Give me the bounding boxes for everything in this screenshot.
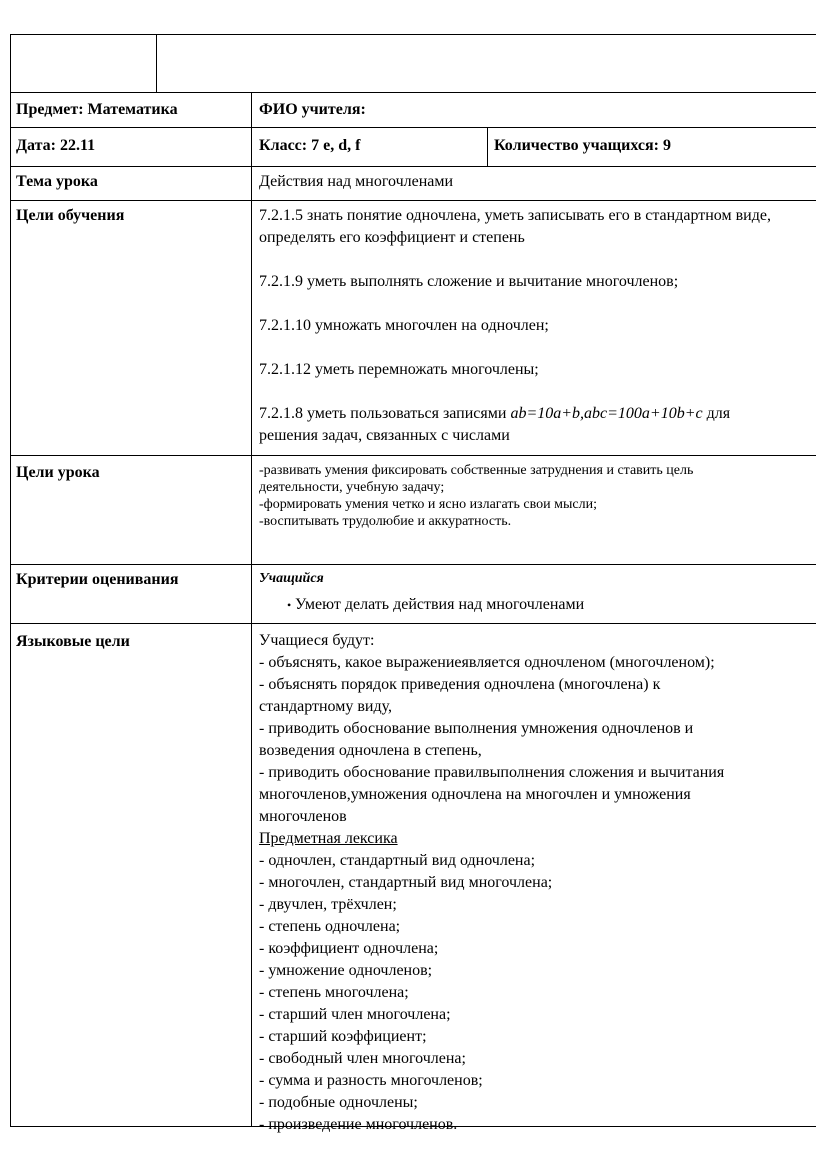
language-goal-line: - объяснять, какое выражениеявляется одночленом (многочленом); — [259, 654, 715, 671]
grid-line — [487, 127, 488, 166]
vocab-item: - произведение многочленов. — [259, 1116, 458, 1133]
lesson-goal-line: -формировать умения четко и ясно излагать свои мысли; — [259, 497, 597, 512]
subject-label: Предмет: Математика — [16, 101, 178, 118]
grid-line — [10, 34, 11, 1127]
grid-line — [10, 200, 816, 201]
vocab-item: - степень одночлена; — [259, 918, 401, 935]
language-goal-line: - приводить обоснование выполнения умножения одночленов и — [259, 720, 694, 737]
vocab-item: - степень многочлена; — [259, 984, 409, 1001]
learning-goal-suffix: для — [706, 405, 731, 422]
digit-notation-formula: ab=10a+b,abc=100a+10b+c — [510, 405, 703, 422]
language-goal-line: - приводить обоснование правилвыполнения сложения и вычитания — [259, 764, 725, 781]
topic-value: Действия над многочленами — [259, 173, 454, 190]
learning-goal-item: 7.2.1.5 знать понятие одночлена, уметь записывать его в стандартном виде, определять его коэффициент и степень — [259, 207, 771, 246]
grid-line — [10, 92, 816, 93]
criteria-item — [259, 594, 811, 616]
vocab-item: - многочлен, стандартный вид многочлена; — [259, 874, 553, 891]
vocab-item: - умножение одночленов; — [259, 962, 433, 979]
criteria-label: Критерии оценивания — [16, 571, 179, 588]
vocab-item: - сумма и разность многочленов; — [259, 1072, 483, 1089]
criteria-heading: Учащийся — [259, 571, 324, 586]
bullet-icon: • — [287, 598, 292, 612]
vocab-item: - свободный член многочлена; — [259, 1050, 466, 1067]
language-goal-line: Учащиеся будут: — [259, 632, 375, 649]
learning-goals-label: Цели обучения — [16, 207, 125, 224]
grid-line — [10, 166, 816, 167]
language-goal-line: - объяснять порядок приведения одночлена (многочлена) к — [259, 676, 661, 693]
learning-goal-item: 7.2.1.9 уметь выполнять сложение и вычитание многочленов; — [259, 273, 679, 290]
lesson-goal-line: деятельности, учебную задачу; — [259, 480, 445, 495]
vocab-item: - старший член многочлена; — [259, 1006, 451, 1023]
vocab-item: - двучлен, трёхчлен; — [259, 896, 397, 913]
lesson-goal-line: -развивать умения фиксировать собственные затруднения и ставить цель — [259, 463, 694, 478]
learning-goal-item-last-line2: решения задач, связанных с числами — [259, 427, 510, 444]
lesson-goals-list — [259, 462, 811, 530]
grid-line — [251, 92, 252, 1127]
grid-line — [156, 34, 157, 92]
vocab-item: - коэффициент одночлена; — [259, 940, 439, 957]
language-goal-line: многочленов,умножения одночлена на многочлен и умножения — [259, 786, 691, 803]
vocab-item: - одночлен, стандартный вид одночлена; — [259, 852, 536, 869]
learning-goal-item: 7.2.1.12 уметь перемножать многочлены; — [259, 361, 539, 378]
lesson-goals-label: Цели урока — [16, 464, 100, 481]
class-label: Класс: 7 e, d, f — [259, 137, 361, 154]
students-count-label: Количество учащихся: 9 — [494, 137, 671, 154]
grid-line — [10, 623, 816, 624]
teacher-label: ФИО учителя: — [259, 101, 366, 118]
vocab-heading: Предметная лексика — [259, 830, 398, 847]
grid-line — [10, 455, 816, 456]
vocab-item: - подобные одночлены; — [259, 1094, 418, 1111]
language-goal-line: многочленов — [259, 808, 347, 825]
vocab-item: - старший коэффициент; — [259, 1028, 427, 1045]
criteria-item-text: Умеют делать действия над многочленами — [295, 596, 585, 613]
learning-goal-prefix: 7.2.1.8 уметь пользоваться записями — [259, 405, 507, 422]
learning-goal-item: 7.2.1.10 умножать многочлен на одночлен; — [259, 317, 549, 334]
grid-line — [10, 127, 816, 128]
lesson-goal-line: -воспитывать трудолюбие и аккуратность. — [259, 514, 512, 529]
language-goal-line: возведения одночлена в степень, — [259, 742, 482, 759]
learning-goals-list — [259, 205, 811, 447]
date-label: Дата: 22.11 — [16, 137, 96, 154]
language-goal-line: стандартному виду, — [259, 698, 393, 715]
language-goals-content — [259, 630, 815, 1136]
learning-goal-item-last — [259, 403, 811, 425]
topic-label: Тема урока — [16, 173, 98, 190]
grid-line — [10, 564, 816, 565]
grid-line — [10, 34, 816, 35]
language-goals-label: Языковые цели — [16, 633, 130, 650]
criteria-content — [259, 568, 811, 616]
